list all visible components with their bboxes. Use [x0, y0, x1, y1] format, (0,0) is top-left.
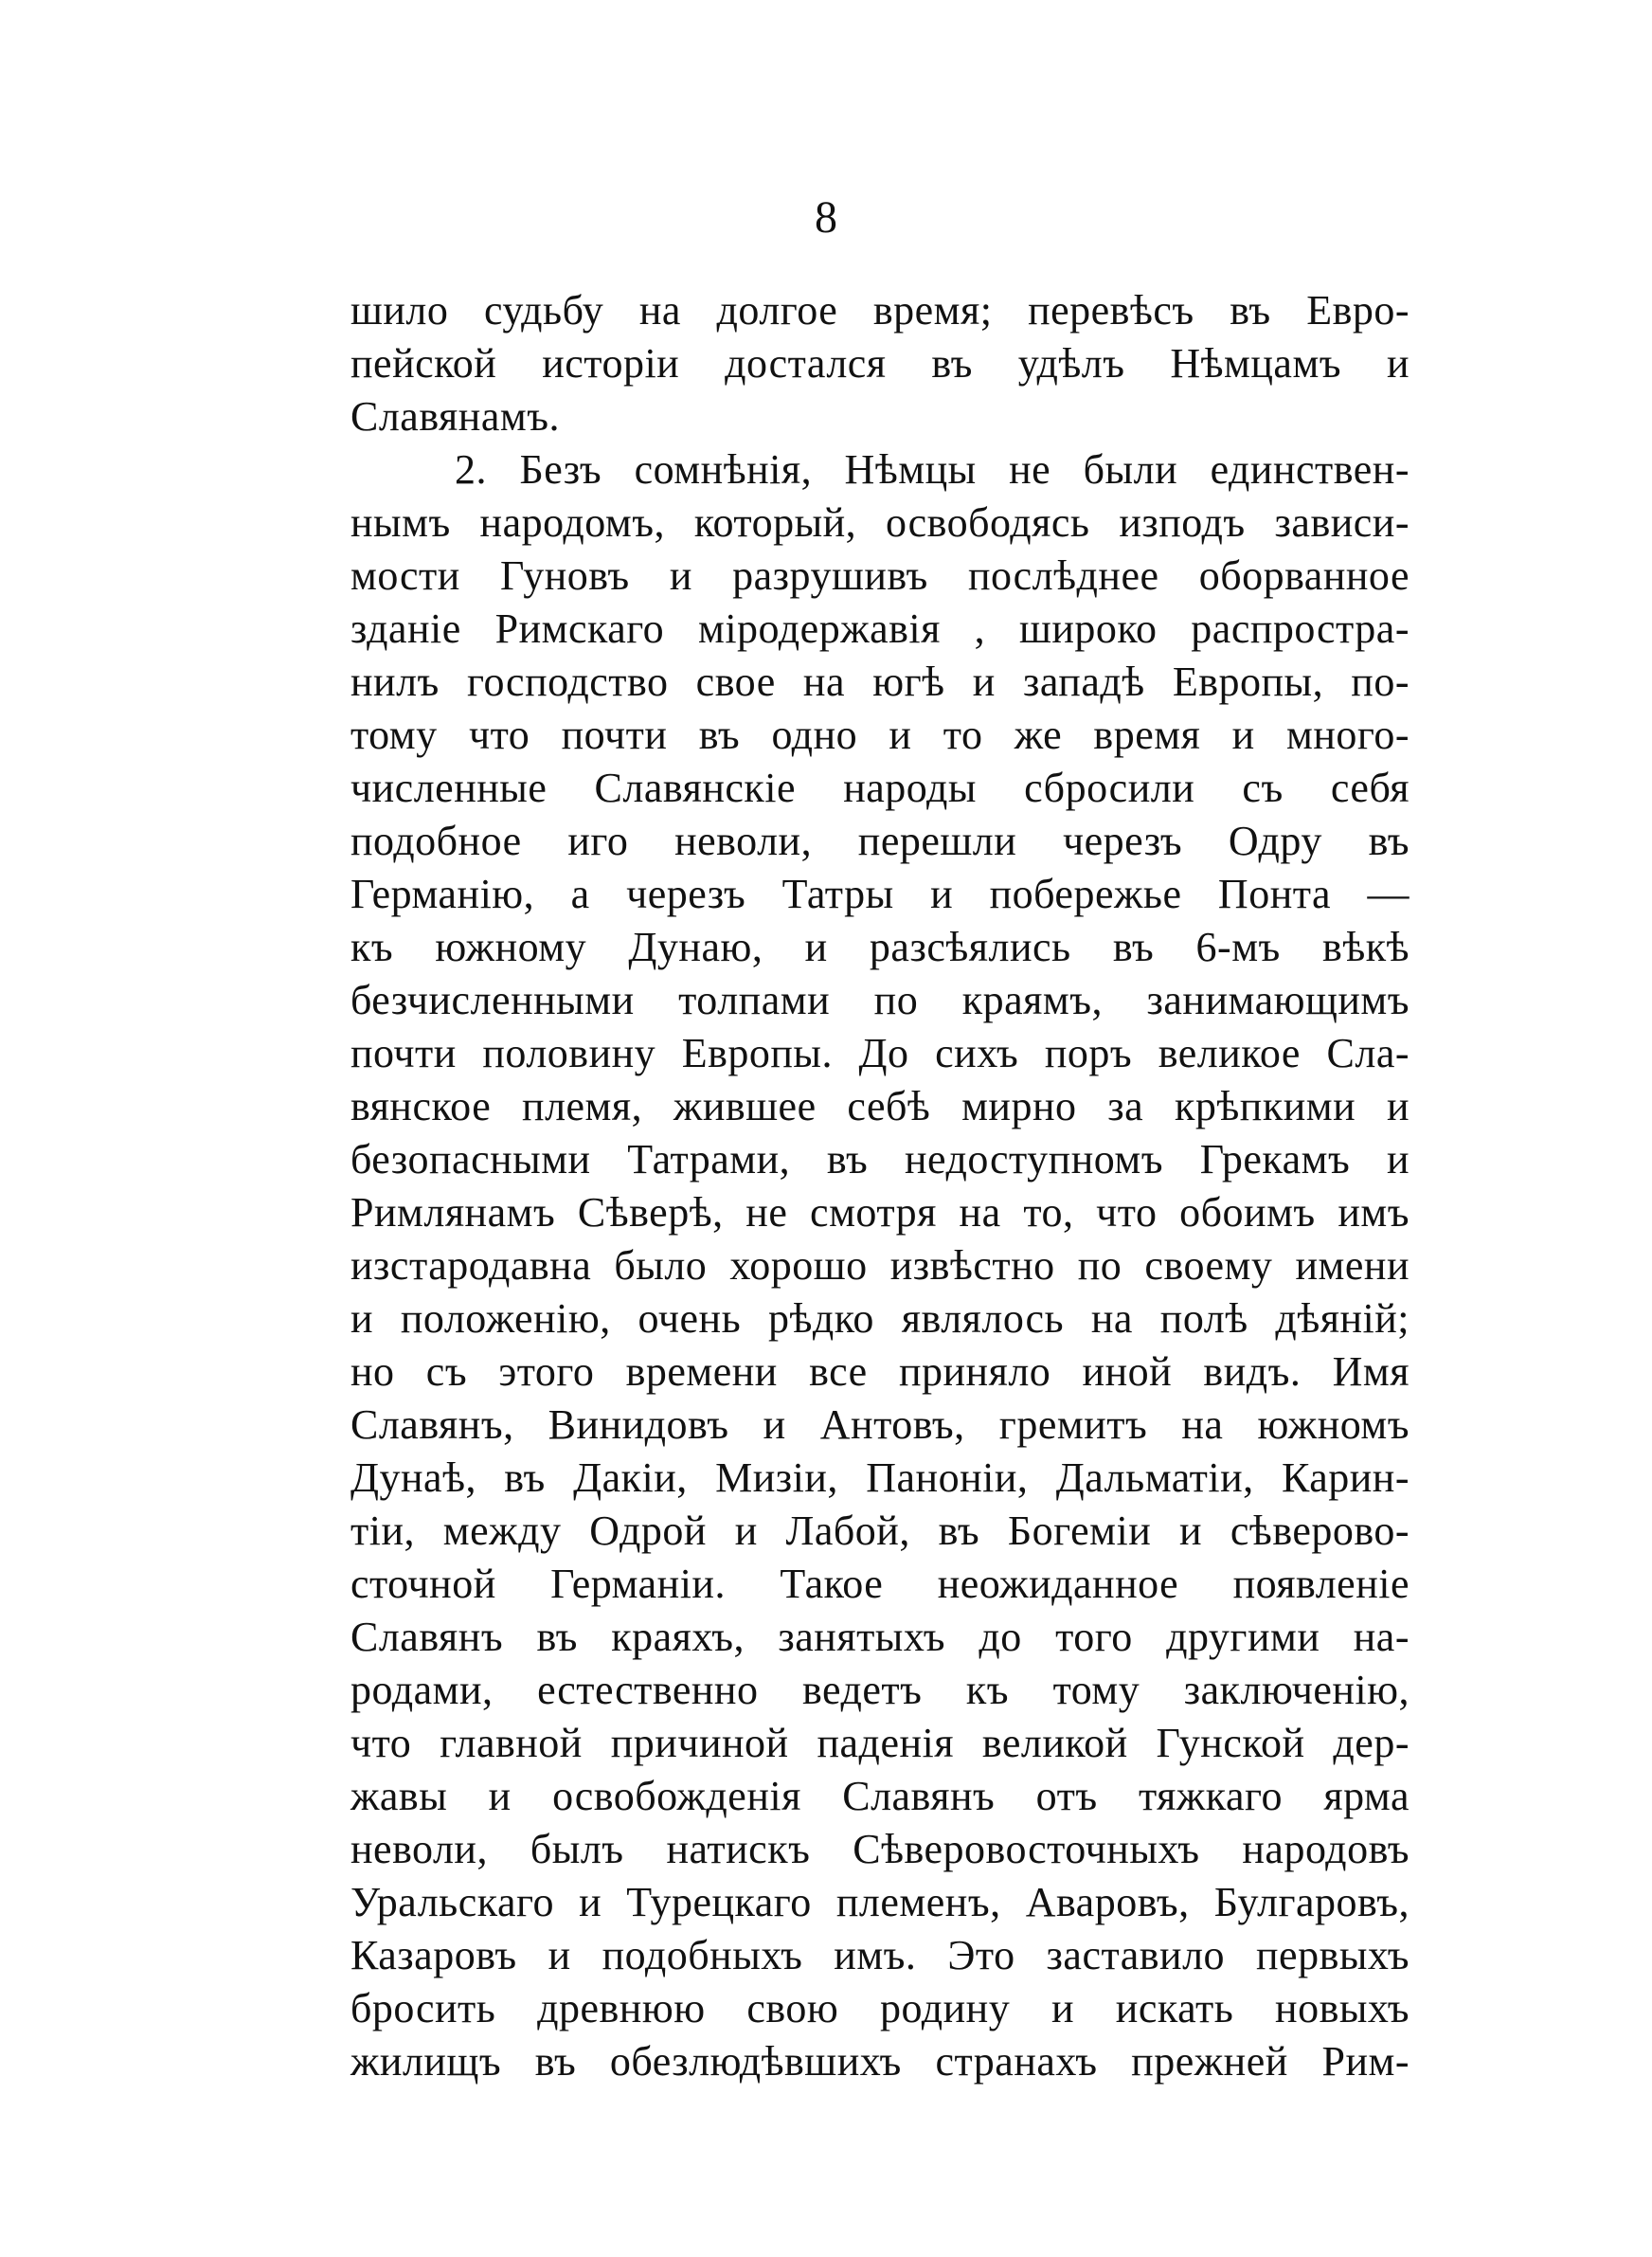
text-line: безопасными Татрами, въ недоступномъ Грекамъ и [350, 1136, 1410, 1183]
text-line: зданіе Римскаго міродержавія , широко распростра- [350, 605, 1410, 652]
text-line: тіи, между Одрой и Лабой, въ Богеміи и сѣверово- [350, 1508, 1410, 1554]
text-line: пейской исторіи достался въ удѣлъ Нѣмцамъ и [350, 340, 1410, 387]
text-line: Дунаѣ, въ Дакіи, Мизіи, Панонiи, Дальматіи, Карин- [350, 1454, 1410, 1501]
text-line: что главной причиной паденія великой Гунской дер- [350, 1720, 1410, 1766]
text-line: Славянамъ. [350, 393, 560, 440]
text-line: тому что почти въ одно и то же время и много- [350, 712, 1410, 758]
text-line: Славянъ въ краяхъ, занятыхъ до того другими на- [350, 1614, 1410, 1660]
text-line: Уральскаго и Турецкаго племенъ, Аваровъ, Булгаровъ, [350, 1879, 1410, 1925]
text-line: изстародавна было хорошо извѣстно по своему имени [350, 1242, 1410, 1289]
text-line: Римлянамъ Сѣверѣ, не смотря на то, что обоимъ имъ [350, 1189, 1410, 1236]
text-line: Славянъ, Винидовъ и Антовъ, гремитъ на южномъ [350, 1401, 1410, 1448]
page-number: 8 [815, 192, 837, 243]
text-line: родами, естественно ведетъ къ тому заключенію, [350, 1667, 1410, 1713]
text-line: и положенію, очень рѣдко являлось на полѣ дѣяній; [350, 1295, 1410, 1342]
text-line: подобное иго неволи, перешли черезъ Одру въ [350, 818, 1410, 864]
text-line: 2. Безъ сомнѣнія, Нѣмцы не были единствен- [455, 446, 1410, 493]
text-line: почти половину Европы. До сихъ поръ великое Сла- [350, 1030, 1410, 1076]
text-line: но съ этого времени все приняло иной видъ. Имя [350, 1348, 1410, 1395]
text-line: жавы и освобожденія Славянъ отъ тяжкаго ярма [350, 1773, 1410, 1819]
text-line: Германію, а черезъ Татры и побережье Понта — [350, 871, 1410, 917]
text-line: неволи, былъ натискъ Сѣверовосточныхъ народовъ [350, 1826, 1410, 1872]
text-line: бросить древнюю свою родину и искать новыхъ [350, 1985, 1410, 2031]
text-line: численные Славянскіе народы сбросили съ себя [350, 765, 1410, 811]
text-line: безчисленными толпами по краямъ, занимающимъ [350, 977, 1410, 1023]
text-line: мости Гуновъ и разрушивъ послѣднее оборванное [350, 552, 1410, 599]
text-line: жилищъ въ обезлюдѣвшихъ странахъ прежней Рим- [350, 2038, 1410, 2085]
text-line: сточной Германіи. Такое неожиданное появленіе [350, 1561, 1410, 1607]
text-line: вянское племя, жившее себѣ мирно за крѣпкими и [350, 1083, 1410, 1129]
text-line: Казаровъ и подобныхъ имъ. Это заставило первыхъ [350, 1932, 1410, 1978]
text-line: къ южному Дунаю, и разсѣялись въ 6-мъ вѣкѣ [350, 924, 1410, 970]
text-line: нилъ господство свое на югѣ и западѣ Европы, по- [350, 659, 1410, 705]
text-line: нымъ народомъ, который, освободясь изподъ зависи- [350, 499, 1410, 546]
text-line: шило судьбу на долгое время; перевѣсъ въ Евро- [350, 287, 1410, 334]
body-text [350, 284, 1410, 2088]
